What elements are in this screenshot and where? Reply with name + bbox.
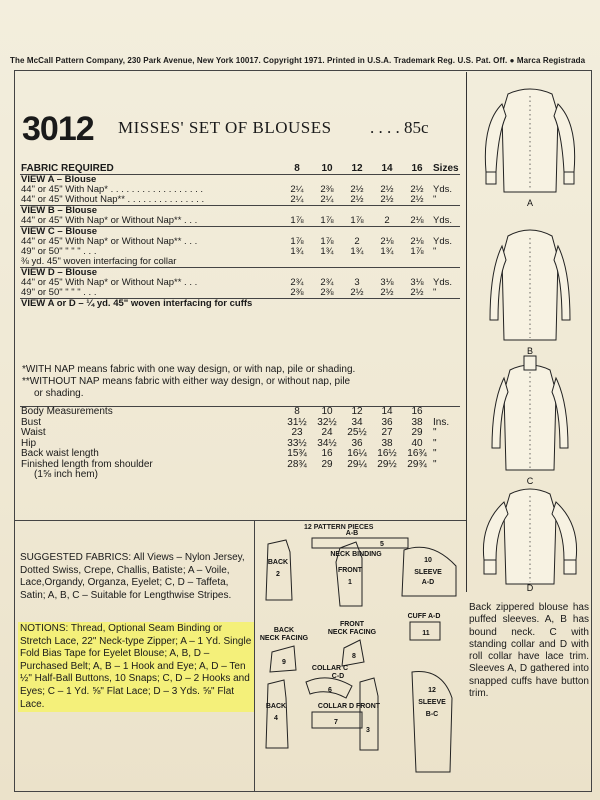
body-value: 15¾ [287,448,307,459]
fabric-unit: " [433,194,437,205]
piece-label: BACK [267,559,289,566]
piece-label: NECK BINDING [330,551,382,558]
fabric-yardage: 2¼ [320,194,334,205]
fabric-row [20,216,460,227]
fabric-row [20,288,460,299]
fabric-row-label: 44" or 45" With Nap* . . . . . . . . . . . . . . . . . . [21,184,204,195]
nap-note: *WITH NAP means fabric with one way design, or with nap, pile or shading. [22,364,356,375]
pattern-number: 3012 [22,110,94,148]
fabric-unit: Yds. [433,215,453,226]
fabric-yardage: 1¾ [320,246,334,257]
body-value: 29½ [377,458,397,470]
body-value: 10 [321,406,333,417]
piece-label: 11 [422,630,430,637]
piece-label: 10 [424,557,432,564]
piece-label: COLLAR C [311,665,349,672]
fabric-unit: Yds. [433,236,453,247]
fabric-yardage: 2¼ [290,184,304,195]
section-divider [14,520,466,521]
body-value: 38 [381,437,393,449]
fabric-yardage: 3⅛ [380,277,394,288]
fabric-table [20,164,460,309]
fabric-unit: " [433,246,437,257]
fabric-yardage: 2½ [410,287,424,298]
publisher-line: The McCall Pattern Company, 230 Park Avenue, New York 10017. Copyright 1971. Printed in U.S.A. Trademark Reg. U.S. Pat. Off. ● Marca Registrada [10,56,586,65]
fabric-yardage [312,257,342,268]
body-row-label: Bust [21,416,42,428]
piece-label: FRONT [339,621,365,628]
size-header: 10 [312,164,342,175]
body-value: 28¾ [287,458,307,470]
body-unit: Ins. [433,416,450,428]
fabric-row [20,257,460,268]
fabric-yardage: 2¼ [290,194,304,205]
fabric-yardage: 2½ [380,287,394,298]
body-value: 25½ [347,427,367,438]
body-value: 23 [291,427,303,438]
suggested-fabrics: SUGGESTED FABRICS: All Views – Nylon Jersey, Dotted Swiss, Crepe, Challis, Batiste; A – Voile, Lace,Organdy, Organza, Eyelet; C, D – Taffeta, Satin; A, B, C – Suitable for Lengthwise Stripes. [20,552,245,601]
piece-label: 1 [348,579,352,586]
fabric-yardage: 2¾ [320,277,334,288]
pieces-title: 12 PATTERN PIECES [304,524,374,531]
body-value: 27 [381,427,393,438]
piece-label: COLLAR D [317,703,355,710]
body-row [20,470,460,481]
piece-label: 4 [274,715,278,722]
fabric-yardage: 2 [354,236,360,247]
fabric-yardage: 3⅛ [410,277,424,288]
fabric-row-label: 44" or 45" Without Nap** . . . . . . . . . . . . . . . [21,194,205,205]
piece-label: 6 [328,687,332,694]
blouse-d-cuff [564,560,576,574]
fabric-yardage [402,257,432,268]
body-value [312,470,342,481]
body-unit [432,470,460,481]
piece-label: NECK FACING [327,629,377,636]
blouse-c-collar [524,356,536,370]
body-value: 16 [321,448,333,459]
body-value [342,470,372,481]
fabric-yardage: 1¾ [380,246,394,257]
body-value: 32½ [317,416,337,428]
body-row [20,407,460,418]
pieces-svg [256,522,464,790]
fabric-row-label: 44" or 45" With Nap* or Without Nap** . . . [21,236,198,247]
body-row [20,449,460,460]
fabric-yardage [342,257,372,268]
interfacing-row [20,299,460,310]
view-label-d: D [526,583,534,592]
pieces-divider [254,520,255,792]
body-value: 36 [351,437,363,449]
piece-label: C-D [331,673,345,680]
fabric-yardage: 2½ [410,194,424,205]
fabric-row-label: 49" or 50" " " " . . . [21,287,97,298]
body-value: 31½ [287,416,307,428]
back-piece-2 [266,540,292,600]
piece-label: SLEEVE [418,699,446,706]
view-heading: VIEW B – Blouse [20,206,460,217]
body-value: 29 [321,458,333,470]
fabric-yardage: 1⅞ [410,246,424,257]
body-value: 33½ [287,437,307,449]
body-unit [432,407,460,418]
piece-label: A-B [345,530,359,537]
body-value: 16¾ [407,448,427,459]
fabric-unit [432,257,460,268]
body-row-label: Waist [21,427,46,438]
body-value: 16½ [377,448,397,459]
piece-label: 2 [276,571,280,578]
pattern-title: MISSES' SET OF BLOUSES [118,118,332,137]
body-value: 38 [411,416,423,428]
body-value [282,470,312,481]
fabric-row-label: 44" or 45" With Nap* or Without Nap** . . . [21,215,198,226]
fabric-yardage: 1⅞ [320,236,334,247]
body-row-label: Back waist length [21,448,99,459]
body-value: 40 [411,437,423,449]
interfacing-cuffs: VIEW A or D – ¼ yd. 45" woven interfacing for cuffs [20,299,460,310]
blouse-drawings [468,74,592,592]
blouse-d-cuff [484,560,496,574]
view-illustrations [468,74,592,592]
piece-label: FRONT [337,567,363,574]
fabric-yardage: 2⅜ [290,287,304,298]
pattern-pieces-diagram [256,522,464,790]
fabric-row [20,195,460,206]
size-header: 8 [282,164,312,175]
fabric-yardage: 2⅛ [410,236,424,247]
fabric-heading: FABRIC REQUIRED [20,164,282,175]
nap-note: **WITHOUT NAP means fabric with either way design, or without nap, pile [22,376,351,387]
fabric-row-label: 44" or 45" With Nap* or Without Nap** . . . [21,277,198,288]
fabric-yardage: 2½ [410,184,424,195]
fabric-yardage: 1⅞ [290,215,304,226]
fabric-yardage: 1⅞ [290,236,304,247]
piece-label: B-C [425,711,439,718]
blouse-a-cuff [564,172,574,184]
piece-label: SLEEVE [414,569,442,576]
body-measurements-table [20,406,460,481]
notions-list: NOTIONS: Thread, Optional Seam Binding or Stretch Lace, 22" Neck-type Zipper; A – 1 Yd. Single Fold Bias Tape for Eyelet Blouse; A, B, D – Purchased Belt; A, B – 1 Hook and Eye; A, D – Ten ½" Half-Ball Buttons, 10 Snaps; C, D – 2 Hooks and Eyes; C – 1 Yd. ⅝" Flat Lace; D – 3 Yds. ⅝" Flat Lace. [18,622,254,712]
fabric-yardage [282,257,312,268]
body-unit: " [433,448,437,459]
fabric-row-label: 49" or 50" " " " . . . [21,246,97,257]
body-row-label: Hip [21,437,37,449]
fabric-yardage: 2½ [350,184,364,195]
fabric-yardage: 3 [354,277,360,288]
piece-label: BACK [273,627,295,634]
view-heading: VIEW A – Blouse [21,174,97,185]
size-header: 16 [402,164,432,175]
body-value: 16¼ [347,448,367,459]
body-row-label: (1⅝ inch hem) [34,469,98,480]
view-heading: VIEW C – Blouse [20,227,460,238]
body-value: 12 [351,406,363,417]
piece-label: 3 [366,727,370,734]
body-unit: " [433,458,437,470]
fabric-yardage [372,257,402,268]
body-value: 29 [411,427,423,438]
view-label-c: C [526,476,534,486]
neck-binding-piece [312,538,408,548]
fabric-yardage: 2½ [350,194,364,205]
nap-note: or shading. [34,388,84,399]
body-unit: " [433,437,437,449]
body-value: 16 [411,406,423,417]
body-row [20,418,460,429]
fabric-yardage: 2⅜ [320,184,334,195]
piece-label: NECK FACING [259,635,309,642]
piece-label: CUFF A-D [407,613,441,620]
piece-label: 5 [380,541,384,548]
front-piece-3 [360,678,378,750]
body-value: 36 [381,416,393,428]
piece-label: FRONT [355,703,381,710]
blouse-a-cuff [486,172,496,184]
fabric-yardage: 1⅞ [350,215,364,226]
size-header: 14 [372,164,402,175]
fabric-yardage: 2⅜ [320,287,334,298]
body-row [20,428,460,439]
blouse-a-body [502,89,558,192]
body-row-label: Finished length from shoulder [21,458,153,470]
fabric-unit: Yds. [433,277,453,288]
body-value: 8 [294,406,300,417]
body-unit: " [433,427,437,438]
pattern-price: . . . . 85c [370,118,429,137]
body-value: 24 [321,427,333,438]
fabric-yardage: 1⅞ [320,215,334,226]
body-value: 34 [351,416,363,428]
fabric-unit: " [433,287,437,298]
fabric-yardage: 2½ [380,184,394,195]
nap-notes [20,364,460,400]
piece-label: 12 [428,687,436,694]
body-value [402,470,432,481]
fabric-row-label: ⅜ yd. 45" woven interfacing for collar [21,256,177,267]
fabric-yardage: 2⅛ [380,236,394,247]
body-value: 34½ [317,437,337,449]
view-description: Back zippered blouse has puffed sleeves. A, B has bound neck. C with standing collar and D with roll collar have lace trim. Sleeves A, D gathered into snapped cuffs have button trim. [469,602,589,700]
body-value: 29¾ [407,458,427,470]
piece-label: 8 [352,653,356,660]
column-divider [466,72,467,592]
fabric-yardage: 1¾ [290,246,304,257]
fabric-header-row [20,164,460,175]
body-value: 29¼ [347,458,367,470]
piece-label: 7 [334,719,338,726]
piece-label: 9 [282,659,286,666]
piece-label: A-D [421,579,435,586]
body-row-label: Body Measurements [21,406,113,417]
fabric-unit: Yds. [433,184,453,195]
back-piece-4 [266,680,288,748]
size-header: 12 [342,164,372,175]
fabric-yardage: 1¾ [350,246,364,257]
fabric-yardage: 2½ [350,287,364,298]
fabric-yardage: 2¾ [290,277,304,288]
view-label-b: B [526,346,534,356]
view-heading: VIEW D – Blouse [20,268,460,279]
view-label-a: A [526,198,534,208]
fabric-yardage: 2⅛ [410,215,424,226]
fabric-yardage: 2 [384,215,390,226]
body-value: 14 [381,406,393,417]
body-value [372,470,402,481]
fabric-yardage: 2½ [380,194,394,205]
sizes-label: Sizes [433,163,459,174]
piece-label: BACK [265,703,287,710]
